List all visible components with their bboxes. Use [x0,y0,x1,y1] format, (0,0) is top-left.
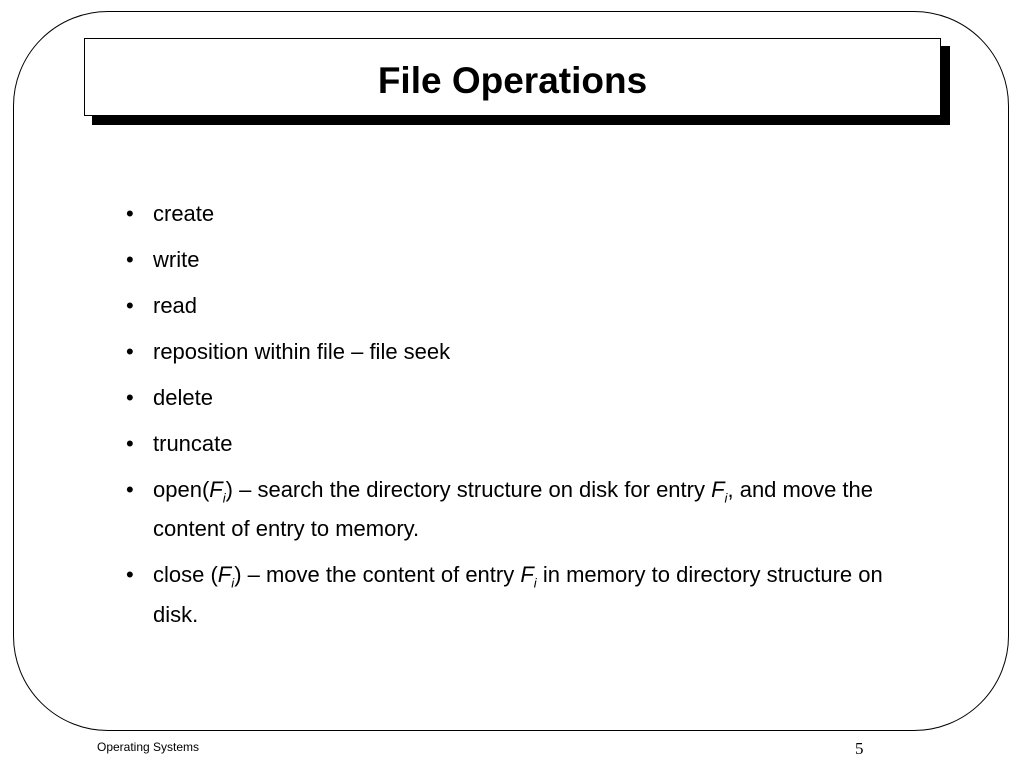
bullet-dot-icon: • [126,385,134,410]
bullet-text: delete [153,385,213,410]
bullet-dot-icon: • [126,477,134,502]
bullet-list [126,198,886,645]
bullet-text: write [153,247,200,272]
bullet-dot-icon: • [126,562,134,588]
bullet-item [126,244,886,275]
math-variable: $F_i$ [711,477,728,506]
text-part: ) – search the directory structure on disk for entry [225,477,712,502]
bullet-dot-icon: • [126,339,134,364]
bullet-item-open [126,474,886,544]
bullet-text: read [153,293,198,318]
bullet-item [126,198,886,229]
bullet-dot-icon: • [126,293,134,318]
text-part: open( [153,477,210,502]
text-part: ) – move the content of entry [234,562,521,588]
text-part: in memory to directory structure on disk. [153,562,883,627]
math-variable: $F_i$ [209,477,226,506]
bullet-item [126,382,886,413]
bullet-item [126,290,886,321]
bullet-text: reposition within file – file seek [153,339,451,364]
bullet-dot-icon: • [126,247,134,272]
bullet-text: create [153,201,215,226]
bullet-item [126,336,886,367]
page-number: 5 [855,739,864,758]
title-box [84,38,941,116]
bullet-item-close [126,559,886,629]
bullet-text-close [153,562,883,626]
footer-course: Operating Systems [97,740,200,754]
text-part: close ( [153,562,218,588]
bullet-item [126,428,886,459]
text-part: , and move the content of entry to memory. [153,477,874,542]
bullet-dot-icon: • [126,431,134,456]
math-variable: $F_i$ [520,562,537,591]
slide-title: File Operations [377,59,648,101]
bullet-dot-icon: • [126,201,134,226]
bullet-text-open [153,477,873,541]
bullet-text: truncate [153,431,233,456]
math-variable: $F_i$ [217,562,235,591]
